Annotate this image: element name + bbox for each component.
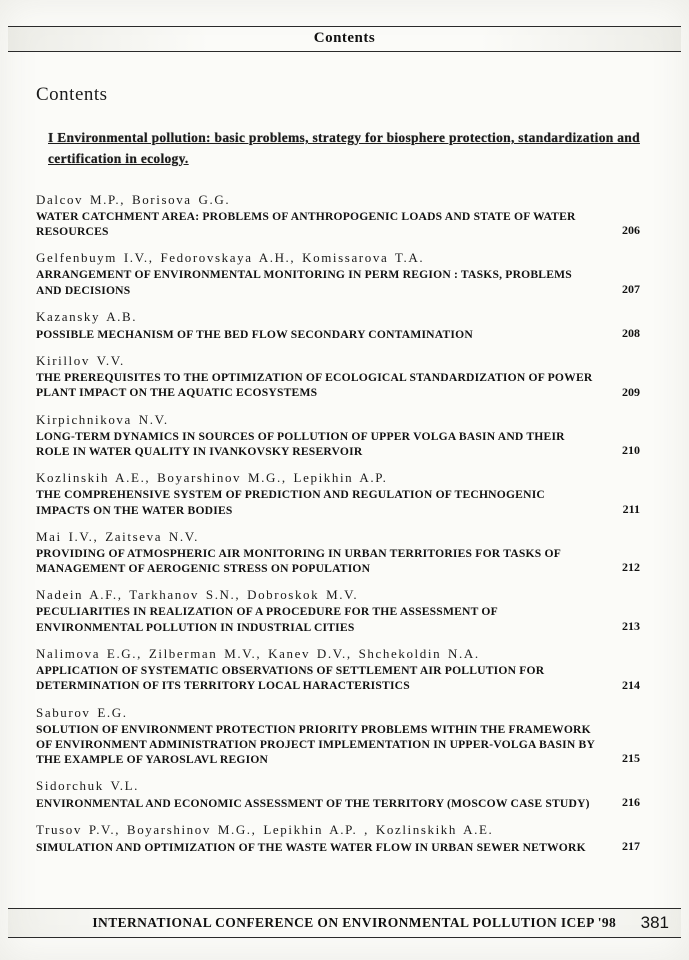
footer-rule-bottom — [8, 937, 681, 938]
footer-text: INTERNATIONAL CONFERENCE ON ENVIRONMENTAL POLLUTION ICEP '98 — [92, 915, 617, 930]
entry-page-number: 211 — [622, 501, 640, 516]
page-title: Contents — [36, 84, 108, 105]
entry-page-number: 215 — [622, 751, 640, 766]
entry-page-number: 210 — [622, 443, 640, 458]
entry-title: SOLUTION OF ENVIRONMENT PROTECTION PRIORITY PROBLEMS WITHIN THE FRAMEWORK OF ENVIRONMENT ADMINISTRATION PROJECT IMPLEMENTATION IN UPPER-VOLGA BASIN BY THE EXAMPLE OF YAROSLAVL REGION — [36, 722, 595, 767]
entry-authors: Saburov E.G. — [36, 704, 128, 720]
entry-authors: Kozlinskih A.E., Boyarshinov M.G., Lepikhin A.P. — [36, 470, 388, 486]
entry-authors: Nalimova E.G., Zilberman M.V., Kanev D.V., Shchekoldin N.A. — [36, 646, 480, 661]
entry-title: ARRANGEMENT OF ENVIRONMENTAL MONITORING IN PERM REGION : TASKS, PROBLEMS AND DECISIONS — [36, 268, 572, 297]
toc-entry — [36, 309, 657, 342]
entry-title: APPLICATION OF SYSTEMATIC OBSERVATIONS OF SETTLEMENT AIR POLLUTION FOR DETERMINATION OF ITS TERRITORY LOCAL HARACTERISTICS — [36, 664, 545, 693]
entry-authors: Sidorchuk V.L. — [36, 778, 140, 794]
entry-row — [36, 795, 657, 811]
running-head-text: Contents — [8, 27, 681, 51]
entry-row — [36, 604, 657, 635]
entry-authors: Kirpichnikova N.V. — [36, 411, 169, 427]
entry-title: LONG-TERM DYNAMICS IN SOURCES OF POLLUTION OF UPPER VOLGA BASIN AND THEIR ROLE IN WATER QUALITY IN IVANKOVSKY RESERVOIR — [36, 429, 565, 458]
section-heading: I Environmental pollution: basic problems, strategy for biosphere protection, standardization and certification in ecology. — [48, 130, 640, 166]
entry-row — [36, 663, 657, 694]
page-footer — [8, 908, 681, 938]
toc-entry — [36, 529, 657, 577]
entry-page-number: 216 — [622, 795, 640, 810]
entry-page-number: 209 — [622, 384, 640, 399]
entry-page-number: 208 — [622, 326, 640, 341]
entry-title: THE COMPREHENSIVE SYSTEM OF PREDICTION AND REGULATION OF TECHNOGENIC IMPACTS ON THE WATER BODIES — [36, 488, 545, 517]
entry-title: WATER CATCHMENT AREA: PROBLEMS OF ANTHROPOGENIC LOADS AND STATE OF WATER RESOURCES — [36, 209, 576, 239]
entry-title: PECULIARITIES IN REALIZATION OF A PROCEDURE FOR THE ASSESSMENT OF ENVIRONMENTAL POLLUTION IN INDUSTRIAL CITIES — [36, 605, 498, 634]
entry-row — [36, 722, 657, 768]
toc-entry — [36, 470, 657, 518]
running-head — [8, 26, 681, 52]
entry-row — [36, 487, 657, 518]
toc-list — [36, 192, 657, 856]
entry-row — [36, 839, 657, 855]
entry-row — [36, 326, 657, 342]
entry-authors: Nadein A.F., Tarkhanov S.N., Dobroskok M.V. — [36, 587, 359, 603]
entry-authors: Mai I.V., Zaitseva N.V. — [36, 528, 199, 544]
entry-authors: Kazansky A.B. — [36, 309, 138, 325]
entry-title: PROVIDING OF ATMOSPHERIC AIR MONITORING IN URBAN TERRITORIES FOR TASKS OF MANAGEMENT OF AEROGENIC STRESS ON POPULATION — [36, 546, 561, 576]
entry-row — [36, 370, 657, 401]
running-head-rule-bottom — [8, 51, 681, 52]
toc-entry — [36, 778, 657, 811]
toc-entry — [36, 705, 657, 768]
entry-page-number: 217 — [622, 839, 640, 854]
entry-title: ENVIRONMENTAL AND ECONOMIC ASSESSMENT OF THE TERRITORY (MOSCOW CASE STUDY) — [36, 797, 590, 811]
toc-entry — [36, 646, 657, 694]
toc-entry — [36, 587, 657, 635]
entry-authors: Trusov P.V., Boyarshinov M.G., Lepikhin A.P. , Kozlinskikh A.E. — [36, 822, 494, 838]
entry-title: POSSIBLE MECHANISM OF THE BED FLOW SECONDARY CONTAMINATION — [36, 327, 473, 341]
toc-entry — [36, 822, 657, 855]
entry-page-number: 207 — [622, 282, 640, 297]
footer-row — [8, 909, 681, 937]
footer-page-number: 381 — [640, 913, 669, 932]
entry-row — [36, 429, 657, 460]
entry-authors: Kirillov V.V. — [36, 353, 125, 369]
entry-row — [36, 267, 657, 298]
toc-entry — [36, 250, 657, 298]
toc-entry — [36, 192, 657, 240]
entry-page-number: 213 — [622, 619, 640, 633]
entry-title: SIMULATION AND OPTIMIZATION OF THE WASTE WATER FLOW IN URBAN SEWER NETWORK — [36, 841, 586, 855]
entry-row — [36, 546, 657, 577]
entry-page-number: 206 — [622, 223, 640, 238]
entry-page-number: 214 — [622, 677, 640, 692]
entry-title: THE PREREQUISITES TO THE OPTIMIZATION OF ECOLOGICAL STANDARDIZATION OF POWER PLANT IMPACT ON THE AQUATIC ECOSYSTEMS — [36, 371, 593, 400]
toc-content — [36, 84, 657, 866]
entry-row — [36, 209, 657, 240]
entry-authors: Gelfenbuym I.V., Fedorovskaya A.H., Komissarova T.A. — [36, 250, 425, 266]
entry-page-number: 212 — [622, 560, 640, 575]
toc-entry — [36, 353, 657, 401]
entry-authors: Dalcov M.P., Borisova G.G. — [36, 191, 231, 207]
toc-entry — [36, 412, 657, 460]
